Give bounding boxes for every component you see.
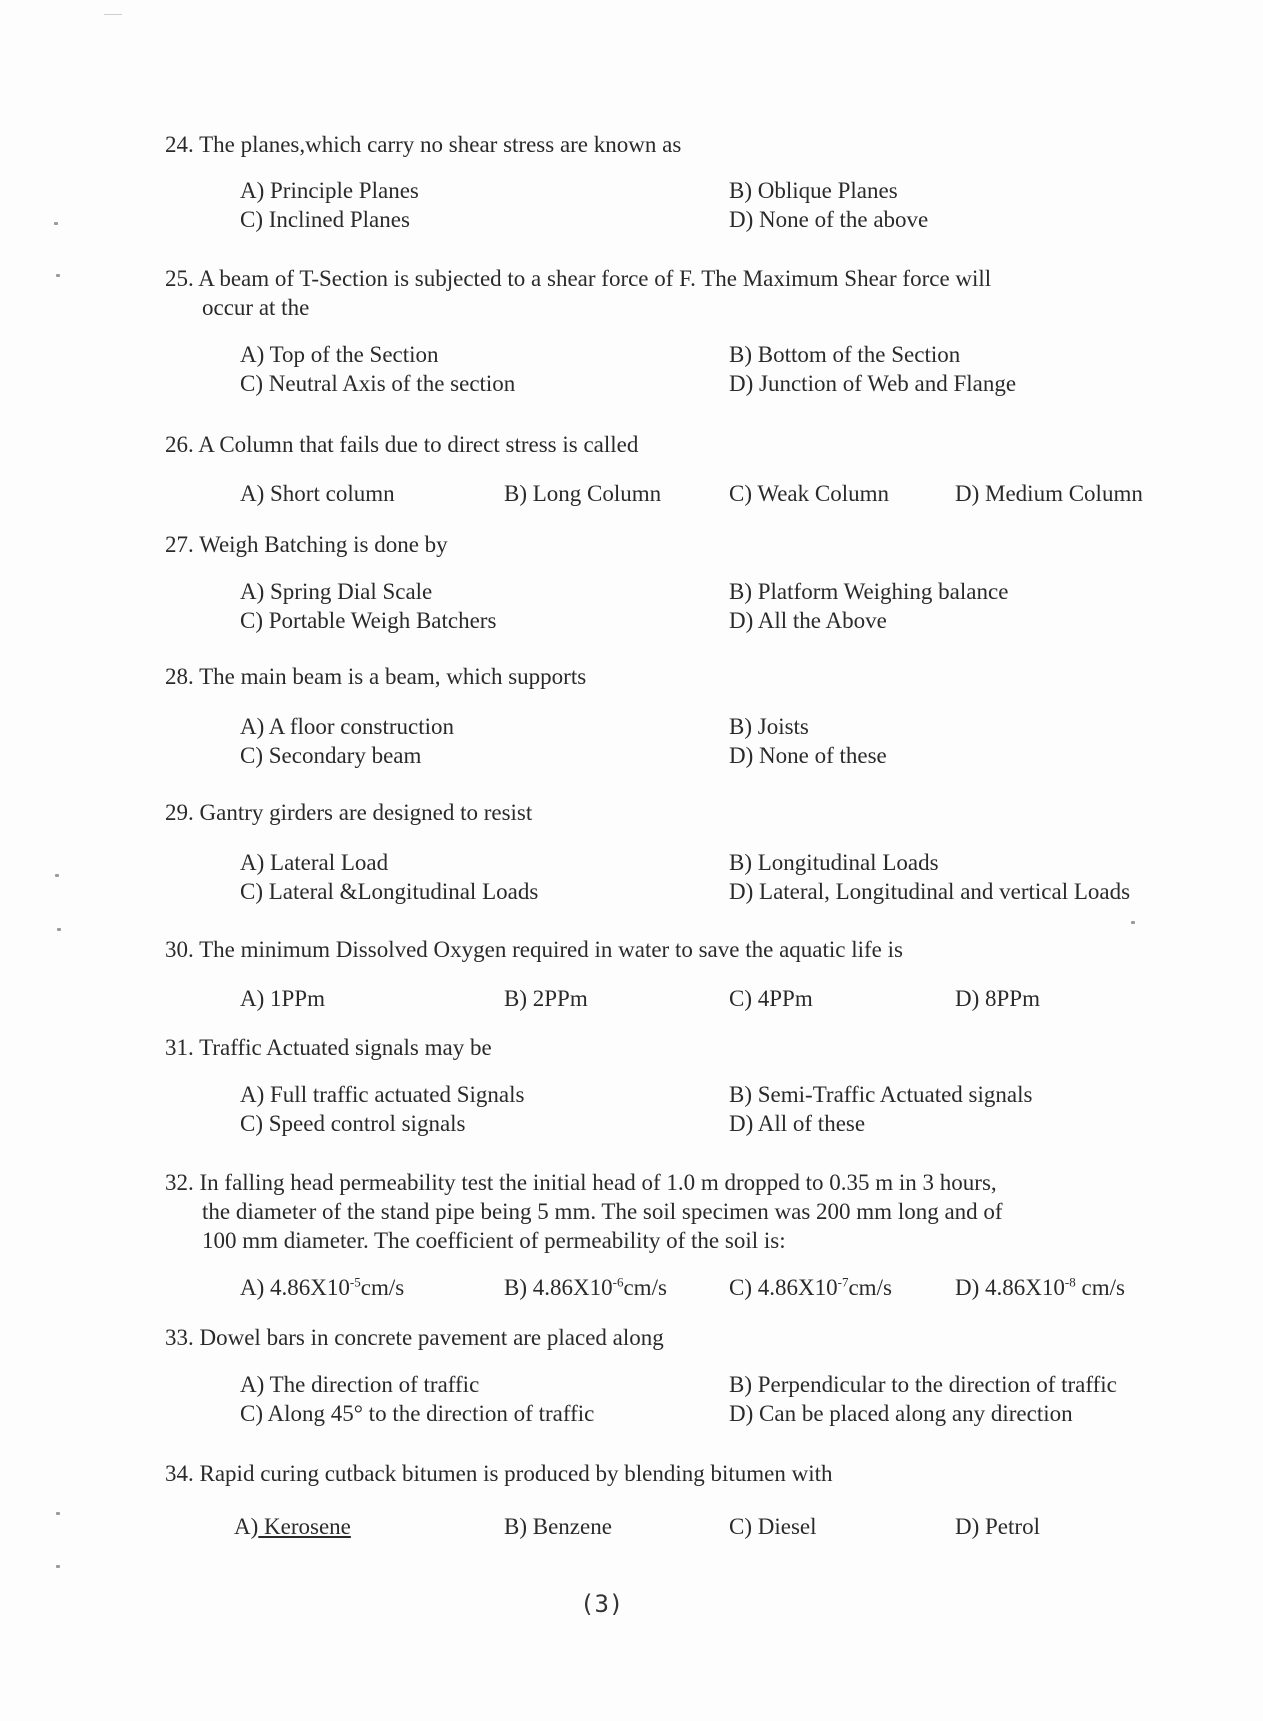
question-27	[165, 530, 448, 559]
option-unit: cm/s	[623, 1275, 667, 1300]
question-30	[165, 935, 903, 964]
option-a: A) The direction of traffic	[240, 1372, 480, 1397]
option-a	[234, 1512, 351, 1541]
exponent: -6	[612, 1274, 624, 1290]
option-a: A) Top of the Section	[240, 342, 439, 367]
option-b: B) Benzene	[504, 1514, 612, 1539]
option-b: B) Perpendicular to the direction of traffic	[729, 1372, 1117, 1397]
question-number: 29.	[165, 800, 194, 825]
question-31	[165, 1033, 492, 1062]
option-c: C) Diesel	[729, 1514, 817, 1539]
option-b: B) Longitudinal Loads	[729, 850, 939, 875]
option-c: C) Lateral &Longitudinal Loads	[240, 879, 539, 904]
option-unit: cm/s	[1075, 1275, 1125, 1300]
option-d: D) None of these	[729, 743, 887, 768]
option-d: D) Junction of Web and Flange	[729, 371, 1017, 396]
option-a: A) Principle Planes	[240, 178, 419, 203]
question-stem: In falling head permeability test the initial head of 1.0 m dropped to 0.35 m in 3 hours,	[199, 1170, 997, 1195]
option-b: B) Joists	[729, 714, 809, 739]
option-a: A) Spring Dial Scale	[240, 579, 433, 604]
option-b: B) Bottom of the Section	[729, 342, 961, 367]
option-text: A) 4.86X10	[240, 1275, 350, 1300]
option-text: C) 4.86X10	[729, 1275, 838, 1300]
option-b: B) Semi-Traffic Actuated signals	[729, 1082, 1033, 1107]
question-stem: Rapid curing cutback bitumen is produced by blending bitumen with	[199, 1461, 833, 1486]
option-label: A)	[234, 1514, 259, 1539]
question-29	[165, 798, 532, 827]
question-33	[165, 1323, 664, 1352]
option-unit: cm/s	[848, 1275, 892, 1300]
question-25	[165, 264, 991, 322]
question-number: 30.	[165, 937, 194, 962]
question-stem: Traffic Actuated signals may be	[199, 1035, 492, 1060]
question-stem: Gantry girders are designed to resist	[199, 800, 533, 825]
question-number: 31.	[165, 1035, 194, 1060]
scan-speck	[1131, 921, 1135, 924]
question-26	[165, 430, 638, 459]
option-b: B) 2PPm	[504, 986, 588, 1011]
scan-speck	[55, 874, 59, 877]
question-stem: The minimum Dissolved Oxygen required in water to save the aquatic life is	[199, 937, 903, 962]
option-c	[729, 1273, 892, 1302]
question-stem: The planes,which carry no shear stress are known as	[199, 132, 682, 157]
scan-speck	[57, 928, 61, 931]
question-number: 34.	[165, 1461, 194, 1486]
question-stem: A Column that fails due to direct stress is called	[198, 432, 639, 457]
page-number: (3)	[580, 1590, 624, 1618]
option-d: D) None of the above	[729, 207, 929, 232]
option-unit: cm/s	[360, 1275, 405, 1300]
option-c: C) Inclined Planes	[240, 207, 410, 232]
question-28	[165, 662, 586, 691]
option-d	[955, 1273, 1125, 1302]
option-d: D) 8PPm	[955, 986, 1040, 1011]
option-b: B) Oblique Planes	[729, 178, 898, 203]
option-c: C) Portable Weigh Batchers	[240, 608, 497, 633]
exponent: -8	[1064, 1274, 1076, 1290]
option-b: B) Long Column	[504, 481, 662, 506]
option-d: D) Can be placed along any direction	[729, 1401, 1073, 1426]
exponent: -7	[837, 1274, 849, 1290]
question-number: 33.	[165, 1325, 194, 1350]
scan-speck	[56, 1565, 60, 1568]
question-stem-cont: the diameter of the stand pipe being 5 mm. The soil specimen was 200 mm long and of	[202, 1199, 1003, 1224]
marked-answer: Kerosene	[258, 1514, 351, 1539]
question-stem-cont: 100 mm diameter. The coefficient of permeability of the soil is:	[202, 1228, 786, 1253]
question-24	[165, 130, 681, 159]
option-c: C) Speed control signals	[240, 1111, 466, 1136]
scan-mark	[104, 14, 122, 15]
option-c: C) 4PPm	[729, 986, 813, 1011]
question-number: 27.	[165, 532, 194, 557]
option-d: D) All the Above	[729, 608, 887, 633]
option-c: C) Weak Column	[729, 481, 889, 506]
question-stem: A beam of T-Section is subjected to a shear force of F. The Maximum Shear force will	[198, 266, 992, 291]
option-d: D) Petrol	[955, 1514, 1040, 1539]
option-d: D) Medium Column	[955, 481, 1143, 506]
scan-speck	[56, 274, 60, 277]
option-c: C) Neutral Axis of the section	[240, 371, 516, 396]
option-a	[240, 1273, 404, 1302]
question-number: 24.	[165, 132, 194, 157]
question-stem: The main beam is a beam, which supports	[199, 664, 587, 689]
option-a: A) 1PPm	[240, 986, 325, 1011]
option-c: C) Along 45° to the direction of traffic	[240, 1401, 595, 1426]
option-a: A) Lateral Load	[240, 850, 389, 875]
scan-speck	[54, 222, 58, 225]
option-text: B) 4.86X10	[504, 1275, 613, 1300]
question-stem: Dowel bars in concrete pavement are placed along	[199, 1325, 664, 1350]
question-number: 28.	[165, 664, 194, 689]
option-c: C) Secondary beam	[240, 743, 422, 768]
question-32	[165, 1168, 1003, 1255]
question-34	[165, 1459, 833, 1488]
option-b: B) Platform Weighing balance	[729, 579, 1009, 604]
question-number: 26.	[165, 432, 194, 457]
exponent: -5	[349, 1274, 361, 1290]
option-d: D) All of these	[729, 1111, 866, 1136]
question-number: 25.	[165, 266, 194, 291]
option-b	[504, 1273, 667, 1302]
scan-speck	[56, 1512, 60, 1515]
question-number: 32.	[165, 1170, 194, 1195]
question-stem-cont: occur at the	[202, 295, 310, 320]
option-a: A) A floor construction	[240, 714, 454, 739]
option-d: D) Lateral, Longitudinal and vertical Loads	[729, 879, 1131, 904]
option-text: D) 4.86X10	[955, 1275, 1065, 1300]
option-a: A) Full traffic actuated Signals	[240, 1082, 525, 1107]
option-a: A) Short column	[240, 481, 395, 506]
question-stem: Weigh Batching is done by	[199, 532, 448, 557]
